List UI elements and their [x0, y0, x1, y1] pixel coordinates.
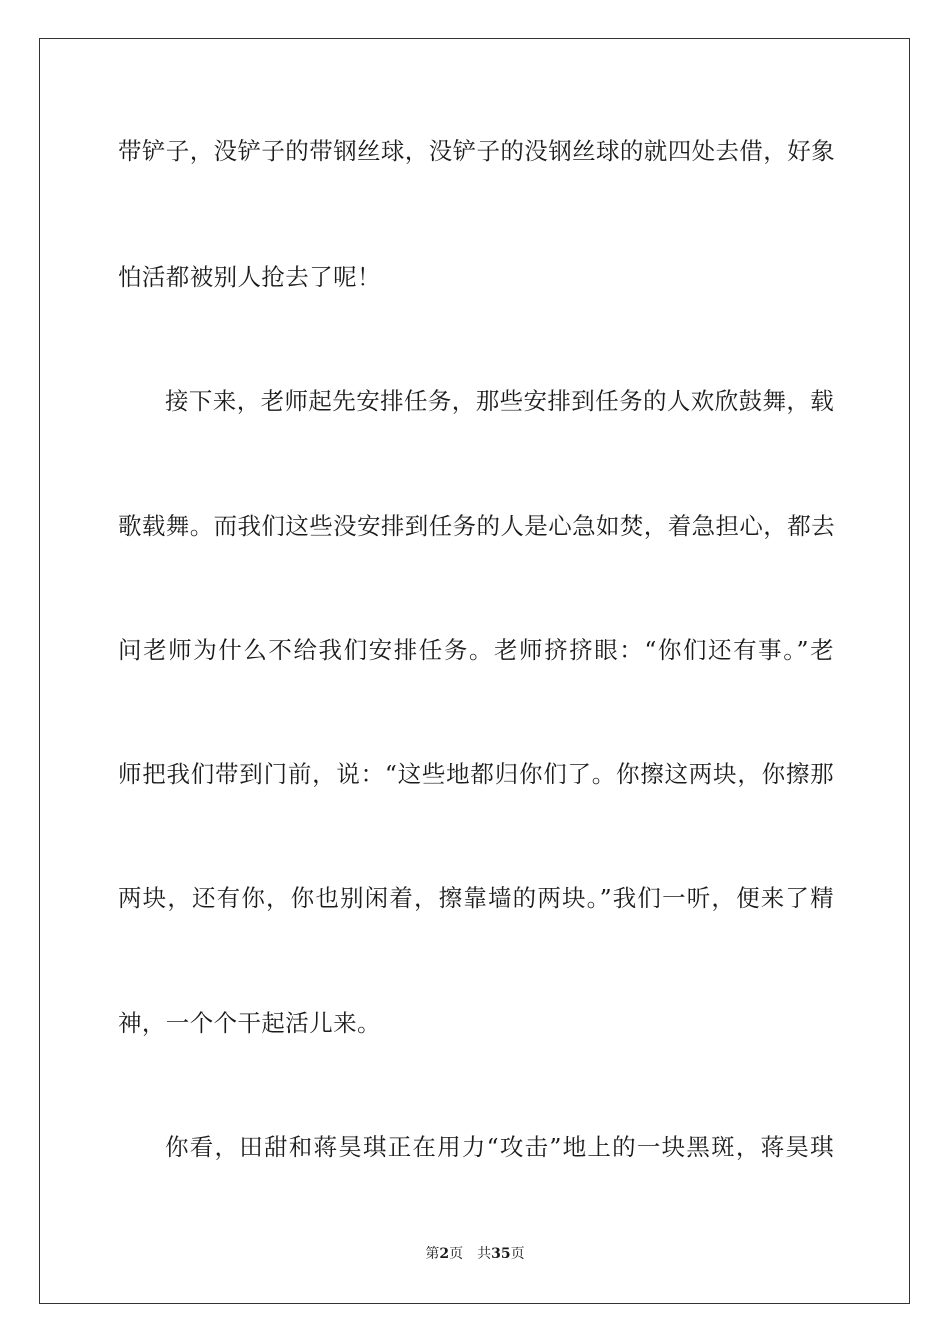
total-suffix: 页: [510, 1246, 525, 1262]
page-suffix: 页: [449, 1246, 464, 1262]
text-line-3: 接下来，老师起先安排任务，那些安排到任务的人欢欣鼓舞，载: [165, 387, 835, 415]
page-number: 2: [439, 1246, 450, 1262]
text-line-5: 问老师为什么不给我们安排任务。老师挤挤眼：“你们还有事。”老: [118, 636, 834, 664]
text-line-1: 带铲子，没铲子的带钢丝球，没铲子的没钢丝球的就四处去借，好象: [118, 137, 835, 165]
text-line-2: 怕活都被别人抢去了呢！: [118, 263, 381, 291]
total-prefix: 共: [477, 1246, 492, 1262]
text-line-6: 师把我们带到门前，说：“这些地都归你们了。你擦这两块，你擦那: [118, 760, 834, 788]
page-border: [39, 38, 910, 1304]
page-footer: [0, 1245, 950, 1263]
total-pages: 35: [491, 1246, 511, 1262]
text-line-8: 神，一个个干起活儿来。: [118, 1009, 381, 1037]
text-line-4: 歌载舞。而我们这些没安排到任务的人是心急如焚，着急担心，都去: [118, 512, 835, 540]
text-line-7: 两块，还有你，你也别闲着，擦靠墙的两块。”我们一听，便来了精: [118, 884, 834, 912]
text-line-9: 你看，田甜和蒋昊琪正在用力“攻击”地上的一块黑斑，蒋昊琪: [165, 1133, 834, 1161]
page-prefix: 第: [425, 1246, 440, 1262]
